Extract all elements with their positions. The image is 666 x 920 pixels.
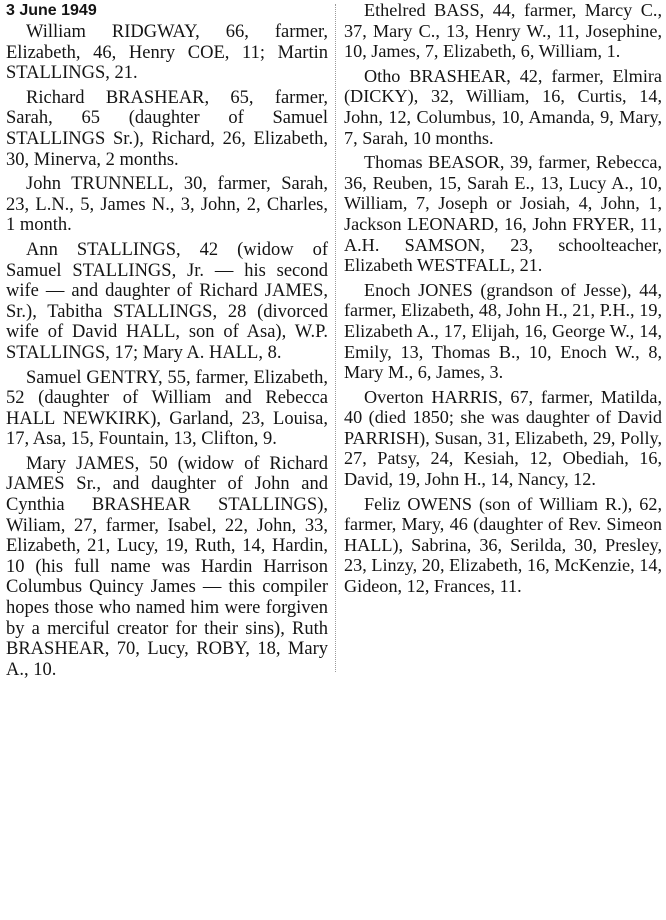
household-entry: Enoch JONES (grandson of Jesse), 44, farmer, Elizabeth, 48, John H., 21, P.H., 19, Elizabeth A., 17, Elijah, 16, George W., 14, Emily, 13, Thomas B., 10, Enoch W., 8, Mary M., 6, James, 3. <box>344 279 662 383</box>
household-entry: Samuel GENTRY, 55, farmer, Elizabeth, 52 (daughter of William and Rebecca HALL NEWKIRK), Garland, 23, Louisa, 17, Asa, 15, Fountain, 13, Clifton, 9. <box>6 367 328 450</box>
household-entry: William RIDGWAY, 66, farmer, Elizabeth, 46, Henry COE, 11; Martin STALLINGS, 21. <box>6 22 328 84</box>
household-entry: Ethelred BASS, 44, farmer, Marcy C., 37, Mary C., 13, Henry W., 11, Josephine, 10, James, 7, Elizabeth, 6, William, 1. <box>344 0 662 62</box>
household-entry: Mary JAMES, 50 (widow of Richard JAMES Sr., and daughter of John and Cynthia BRASHEAR STALLINGS), Wiliam, 27, farmer, Isabel, 22, John, 33, Elizabeth, 21, Lucy, 19, Ruth, 14, Hardin, 10 (his full name was Hardin Harrison Columbus Quincy James — this compiler hopes those who named him were forgiven by a merciful creator for their sins), Ruth BRASHEAR, 70, Lucy, ROBY, 18, Mary A., 10. <box>6 453 328 680</box>
household-entry: Otho BRASHEAR, 42, farmer, Elmira (DICKY), 32, William, 16, Curtis, 14, John, 12, Columbus, 10, Amanda, 9, Mary, 7, Sarah, 10 months. <box>344 65 662 148</box>
left-column <box>6 0 328 684</box>
household-entry: Ann STALLINGS, 42 (widow of Samuel STALLINGS, Jr. — his second wife — and daughter of Richard JAMES, Sr.), Tabitha STALLINGS, 28 (divorced wife of David HALL, son of Asa), W.P. STALLINGS, 17; Mary A. HALL, 8. <box>6 239 328 363</box>
household-entry: Thomas BEASOR, 39, farmer, Rebecca, 36, Reuben, 15, Sarah E., 13, Lucy A., 10, William, 7, Joseph or Josiah, 4, John, 1, Jackson LEONARD, 16, John FRYER, 11, A.H. SAMSON, 23, schoolteacher, Elizabeth WESTFALL, 21. <box>344 152 662 276</box>
date-heading: 3 June 1949 <box>6 2 97 19</box>
household-entry: Overton HARRIS, 67, farmer, Matilda, 40 (died 1850; she was daughter of David PARRISH), Susan, 31, Elizabeth, 29, Polly, 27, Patsy, 24, Kesiah, 12, Obediah, 16, David, 19, John H., 14, Nancy, 12. <box>344 386 662 490</box>
household-entry: John TRUNNELL, 30, farmer, Sarah, 23, L.N., 5, James N., 3, John, 2, Charles, 1 month. <box>6 174 328 236</box>
household-entry: Richard BRASHEAR, 65, farmer, Sarah, 65 (daughter of Samuel STALLINGS Sr.), Richard, 26, Elizabeth, 30, Minerva, 2 months. <box>6 87 328 170</box>
right-column <box>344 0 662 601</box>
household-entry: Feliz OWENS (son of William R.), 62, farmer, Mary, 46 (daughter of Rev. Simeon HALL), Sabrina, 36, Serilda, 30, Presley, 23, Linzy, 20, Elizabeth, 16, McKenzie, 14, Gideon, 12, Frances, 11. <box>344 493 662 597</box>
